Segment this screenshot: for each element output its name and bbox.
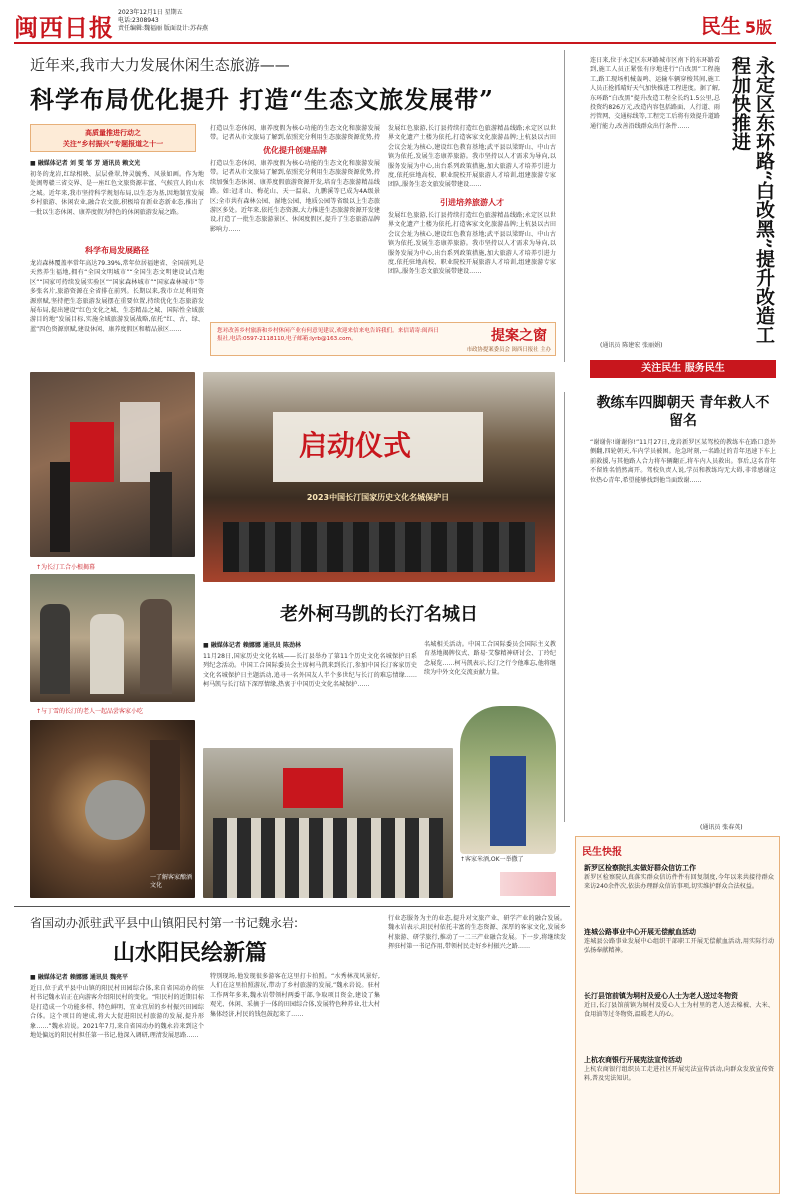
road-article: [590, 56, 720, 348]
brief-item-head: 长汀县馆前镇为垌村及爱心人士为老人送过冬物资: [584, 992, 738, 1000]
series-badge: [30, 124, 196, 152]
lead-subhead-1: 科学布局发展路径: [85, 246, 149, 255]
coach-car-credit: (通讯员 张春英): [700, 824, 743, 831]
lead-column-1: [30, 158, 204, 339]
proposal-sponsors: 市政协提案委员会 闽西日报社 主办: [466, 347, 551, 353]
series-badge-line2: 关注“乡村振兴”专题报道之十一: [62, 140, 164, 148]
elder-3: [140, 599, 172, 694]
lead-para-1: 初冬的龙岩,红绿相映、层层叠翠,钟灵毓秀、风景如画。作为地处闽粤赣三省交界、是一座红色文旅资源丰富、气候宜人的山水之城。近年来,我市坚持科学规划布局,以生态为基,因地制宜发展乡村旅游、休闲农业,融合农文旅,积极培育新业态新业态,推出了一批以生态休闲、康养度假为特色的休闲旅游发展之路。: [30, 171, 204, 216]
brief-item-head: 连城公路事业中心开展无偿献血活动: [584, 928, 696, 936]
lead-para-2: 龙岩森林覆盖率常年高达79.39%,常年位居福建省、全国前列,是天然养生福地,拥有“全国文明城市”“全国生态文明建设试点地区”“国家可持续发展实验区”“国家森林城市”“国家森林城市”等多张名片,旅游资源在全省排在前列。长期以来,我市立足利用资源禀赋,坚持把生态旅游发展摆在重要位置,持续优化生态旅游发展布局,提出建设“红色文化之城、生态精品之城、国际性全域旅游目的地”发展目标,实施全域旅游发展战略,依托“红、古、绿、蓝”四色资源禀赋,建设休闲、康养度假区和精品景区……: [30, 260, 204, 333]
brief-item-head: 上杭农商银行开展宪法宣传活动: [584, 1056, 682, 1064]
lead-para-3: 打造以生态休闲、康养度假为核心功能的生态文化和旅游发展带。记者从市文旅局了解到,依照充分利用生态旅游资源优势,持续加强生态休闲、康养度假旅游资源开发,培育生态旅游精品线路。如:冠豸山、梅花山、天一温泉、九鹏溪等已成为4A级景区;全市共有森林公园、湿地公园、地质公园等省级以上生态旅游区多处。近年来,依托生态资源,大力推进生态旅游资源开发建设,打造了一批生态旅游景区、休闲度假区,提升了生态旅游品牌影响力……: [210, 160, 380, 233]
brief-title: 民生快报: [582, 847, 622, 858]
brief-item: [584, 927, 774, 985]
elder-1: [40, 604, 70, 694]
right-column-divider: [564, 50, 565, 362]
masthead: [14, 6, 776, 40]
bottom-kicker: 省国动办派驻武平县中山镇阳民村第一书记魏永岩:: [30, 916, 299, 930]
proposal-box: [210, 322, 556, 356]
photo-brewing: [30, 720, 195, 898]
section-bar: 关注民生 服务民生: [590, 360, 776, 378]
road-article-headline: 永定区东环路“白改黑”提升改造工程加快推进: [729, 56, 775, 344]
mid-para-2: 名城相关活动。中国工合国际委员会国际主义教育基地揭牌仪式、路易·艾黎精神研讨会、丁玲纪念展览……柯马凯表示,长汀之行令他难忘,他将继续为中外文化交流贡献力量。: [424, 641, 556, 677]
issue-editors: 责任编辑:魏福丽 版面设计:苏春燕: [118, 25, 208, 32]
caption-brewing: 一了解客家酿酒文化: [150, 874, 193, 889]
bottom-byline: ■ 融媒体记者 赖娜娜 通讯员 魏亮平: [30, 974, 129, 981]
proposal-title: 提案之窗: [491, 328, 547, 344]
lead-para-3a: 打造以生态休闲、康养度假为核心功能的生态文化和旅游发展带。记者从市文旅局了解到,依照充分利用生态旅游资源优势,持: [210, 125, 380, 142]
series-badge-line1: 高质量推进行动之: [85, 129, 141, 137]
masthead-rule: [14, 42, 776, 44]
caption-snacks: ↑与丁雪的长汀的老人一起品尝客家小吃: [36, 708, 144, 715]
right-mid-divider: [564, 392, 565, 822]
lead-para-4: 发展红色旅游,长汀县持续打造红色旅游精品线路;永定区以世界文化遗产土楼为依托,打造客家文化旅游品牌;上杭县以古田会议会址为核心,建设红色教育基地;武平县以梁野山、中山古镇为依托,发展生态康养旅游。我市坚持以人才需求为导向,以服务发展为中心,出台系列政策措施,加大旅游人才培养引进力度,依托驻地高校、职业院校开展旅游人才培训,组建旅游专家团队,服务生态文旅发展带建设……: [388, 212, 556, 276]
lead-para-4a: 发展红色旅游,长汀县持续打造红色旅游精品线路;永定区以世界文化遗产土楼为依托,打造客家文化旅游品牌;上杭县以古田会议会址为核心,建设红色教育基地;武平县以梁野山、中山古镇为依托,发展生态康养旅游。我市坚持以人才需求为导向,以服务发展为中心,出台系列政策措施,加大旅游人才培养引进力度,依托驻地高校、职业院校开展旅游人才培训,组建旅游专家团队,服务生态文旅发展带建设……: [388, 125, 556, 189]
photo-ceremony: [203, 372, 555, 582]
brewer: [150, 740, 180, 850]
figure-2: [150, 472, 172, 557]
brief-item-head: 新罗区检察院扎实做好群众信访工作: [584, 864, 696, 872]
bottom-col-2: [210, 972, 380, 1194]
page-number: 5版: [744, 18, 772, 37]
lead-kicker: 近年来,我市大力发展休闲生态旅游——: [30, 56, 290, 74]
section-tag: [701, 10, 772, 39]
brief-box: [575, 836, 780, 1194]
newspaper-logo: 闽西日报: [14, 13, 114, 42]
ceremony-banner-subtitle: 2023中国长汀国家历史文化名城保护日: [306, 493, 450, 502]
bottom-para-1: 近日,位于武平县中山镇的阳民村田园综合体,来自省国动办的驻村书记魏永岩正在向游客介绍阳民村的变化。“阳民村的近期目标是打造成一个功能多样、特色鲜明、宜业宜居的乡村振兴田园综合体。这个项目的建成,将大大促进阳民村旅游的发展,提升形象……”魏永岩说。2021年7月,来自省国动办的魏永岩来到这个地处偏远的阳民村担任第一书记,他深入调研,理清发展思路……: [30, 985, 204, 1040]
caption-rice-wine: ↑客家米酒,OK一举撒了: [460, 856, 524, 863]
photo-rice-wine: [460, 706, 556, 854]
brief-list: [584, 863, 774, 1113]
caption-unveiling: ↑为长汀工合小根揭幕: [36, 564, 96, 571]
lead-byline: ■ 融媒体记者 刘 雯 邹 芳 通讯员 赖文光: [30, 160, 141, 167]
unveiling-panel: [120, 402, 160, 482]
issue-phone: 电话:2308943: [118, 17, 159, 24]
figure-1: [50, 462, 70, 552]
mid-para-1: 11月28日,国家历史文化名城——长汀县举办了第11个历史文化名城保护日系列纪念活动。中国工合国际委员会主席柯马凯来到长汀,参加中国长汀客家历史文化名城保护日主题活动,追寻一名外国友人半个多世纪与长汀的难忘情缘……柯马凯与长汀结下深厚情缘,热衷于中国历史文化名城保护……: [203, 653, 417, 689]
photo-group: [203, 748, 453, 898]
lead-subhead-2: 优化提升创建品牌: [263, 146, 327, 155]
mid-article-col-2: [424, 640, 556, 696]
lead-headline: 科学布局优化提升 打造“生态文旅发展带”: [30, 85, 494, 114]
bottom-para-2: 特别现场,他发现很多游客在这里打卡拍照。“水秀林茂风景好,人们在这里拍照游玩,带动了乡村旅游的发展,”魏永岩说。驻村工作两年多来,魏永岩带领村两委干部,争取项目资金,建设了集观光、休闲、采摘于一体的田园综合体,发展特色种养业,壮大村集体经济,村民的钱包鼓起来了……: [210, 973, 380, 1018]
mid-headline: 老外柯马凯的长汀名城日: [280, 604, 478, 625]
brief-item: [584, 1055, 774, 1113]
coach-car-headline: 教练车四脚朝天 青年救人不留名: [596, 395, 770, 429]
section-name: 民生: [700, 14, 741, 38]
proposal-note: 您对改善乡村旅游和乡村休闲产业有何意见建议,欢迎来信来电告诉我们。来信请寄:闽西日报社,电话:0597-2118110,电子邮箱:lyrb@163.com。: [217, 328, 439, 343]
brief-item-body: 近日,长汀县馆前镇为垌村及爱心人士为村里的老人送去棉被、大米、食用油等过冬物资,温暖老人的心。: [584, 1002, 774, 1019]
mid-article-col-1: [203, 640, 417, 748]
decorative-pattern: [500, 872, 556, 896]
brief-item: [584, 863, 774, 921]
bottom-rule: [14, 906, 570, 907]
issue-info: [118, 9, 208, 33]
coach-car-text: “谢谢你!谢谢你!”11月27日,龙岩新罗区某驾校的教练车在路口意外侧翻,四轮朝天,车内学员被困。危急时刻,一名路过的青年迅速下车上前救援,与其他路人合力将车辆翻正,将车内人员救出。事后,这名青年不留姓名悄然离开。驾校负责人说,学员和教练均无大碍,非常感谢这位热心青年,希望能够找到他当面致谢……: [590, 439, 776, 484]
issue-date: 2023年12月1日 星期五: [118, 9, 183, 16]
lead-subhead-3: 引进培养旅游人才: [440, 198, 504, 207]
coach-car-article: [590, 438, 776, 818]
group-flag: [283, 768, 343, 808]
elder-2: [90, 614, 124, 694]
bottom-headline: 山水阳民绘新篇: [112, 940, 267, 966]
photo-unveiling: [30, 372, 195, 557]
bottom-col-1: [30, 972, 204, 1194]
bottom-para-3: 行业态服务为主的业态,提升对文旅产业、研学产业的融合发展。魏永岩表示,阳民村依托丰富的生态资源、深厚的客家文化,发展乡村旅游、研学旅行,推动了一二三产业融合发展。下一步,将继续发挥驻村第一书记作用,带领村民走好乡村振兴之路……: [388, 915, 566, 951]
road-article-credit: (通讯员 陈建宏 张丽娟): [600, 342, 663, 349]
brief-item-body: 上杭农商银行组织员工走进社区开展宪法宣传活动,向群众发放宣传资料,普及宪法知识。: [584, 1066, 774, 1083]
bottom-col-3: [388, 914, 566, 1194]
brief-item-body: 新罗区检察院认真落实群众信访件件有回复制度,今年以来共接待群众来访240余件次,依法办理群众信访事项,切实维护群众合法权益。: [584, 874, 774, 891]
group-people: [213, 818, 443, 898]
lead-column-3: [388, 124, 556, 321]
ceremony-banner-title: 启动仪式: [299, 429, 412, 462]
wine-pot: [85, 780, 145, 840]
unveiling-board: [70, 422, 114, 482]
kemakai-figure: [490, 756, 526, 846]
brief-item: [584, 991, 774, 1049]
brief-item-body: 连城县公路事业发展中心组织干部职工开展无偿献血活动,用实际行动弘扬奉献精神。: [584, 938, 774, 955]
lead-column-2: [210, 124, 380, 319]
road-article-text: 连日来,位于永定区东环路城市区南下的东环路看到,施工人员正紧张有序地进行“白改黑”工程施工,路工现场机械轰鸣、运输车辆穿梭其间,施工人员正抢抓晴好天气加快推进工程进度。据了解,东环路“白改黑”提升改造工程全长约1.5公里,总投资约826万元,改造内容包括路面、人行道、雨污管网、交通标线等,工程完工后将有效提升道路通行能力,改善沿线群众出行条件……: [590, 57, 720, 130]
ceremony-guests: [223, 522, 535, 572]
photo-snacks: [30, 574, 195, 702]
mid-byline: ■ 融媒体记者 赖娜娜 通讯员 陈劲林: [203, 642, 302, 649]
